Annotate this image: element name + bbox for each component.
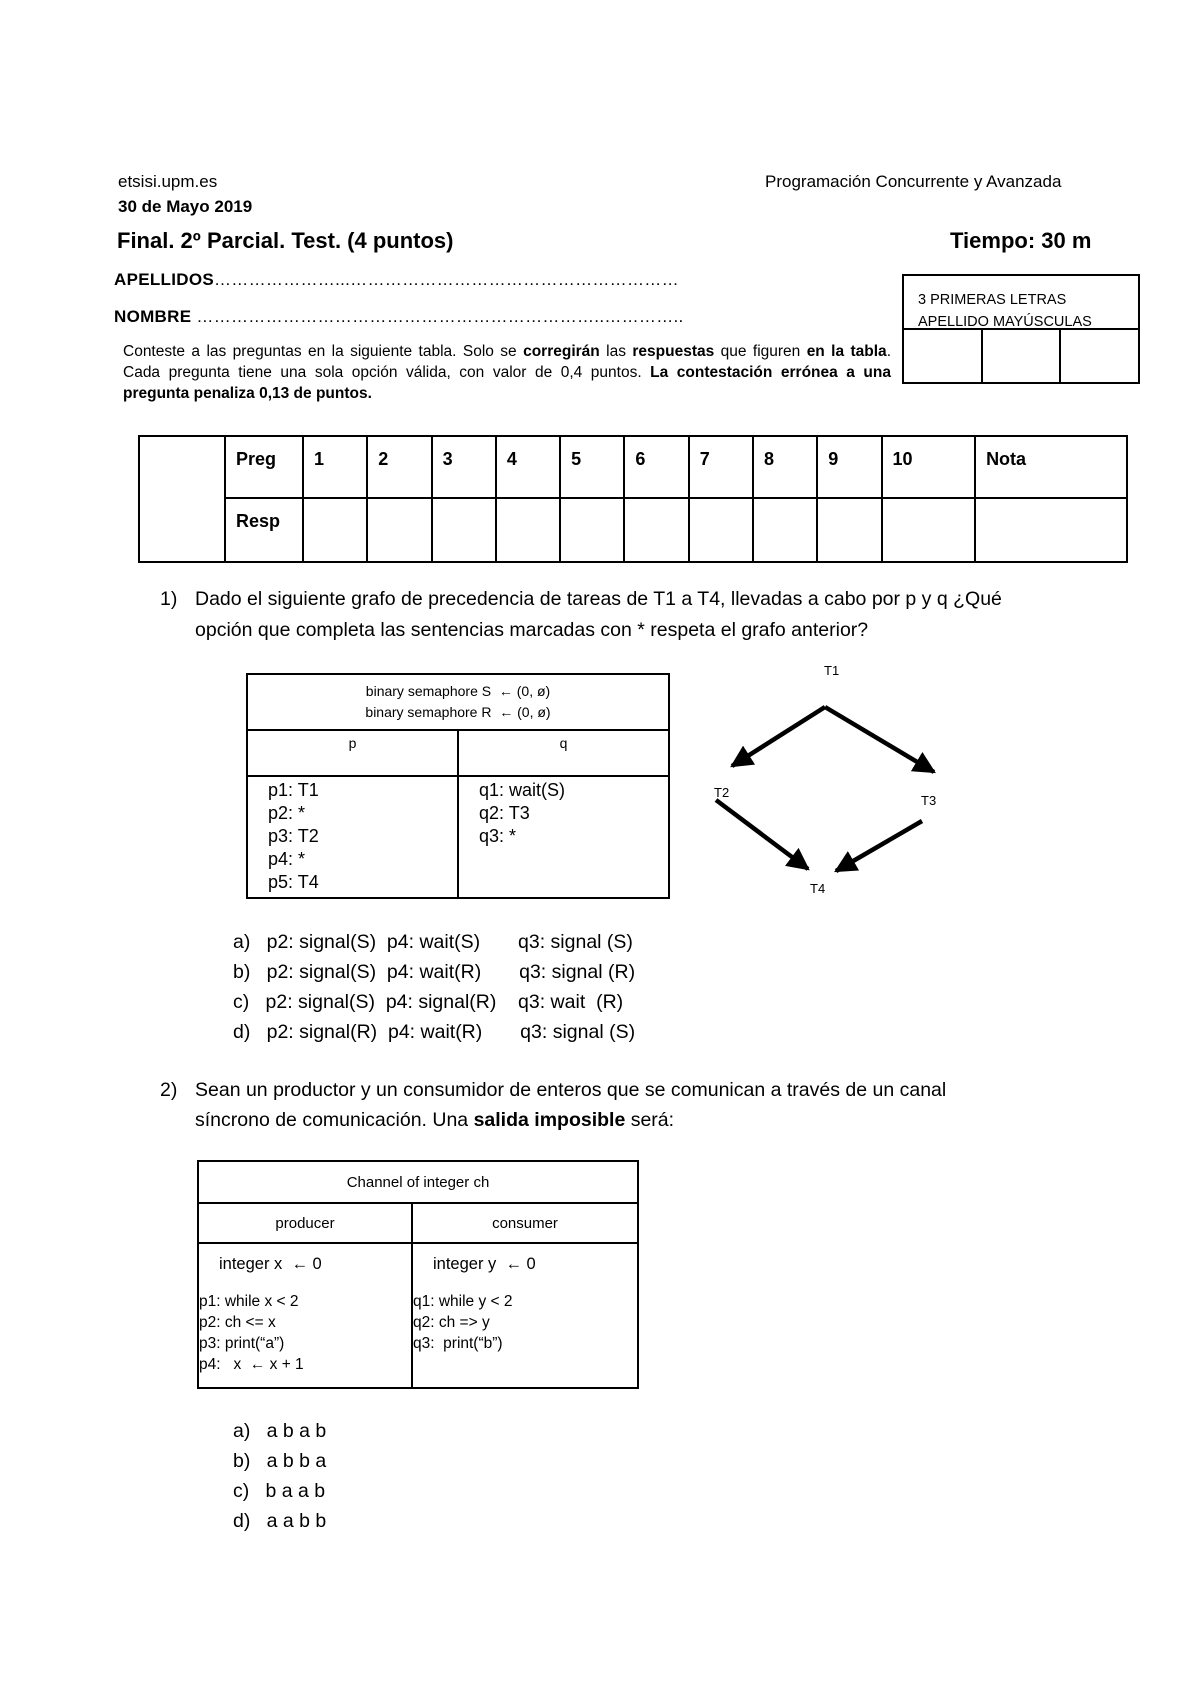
producer-line: p4: x ← x + 1 — [199, 1356, 304, 1373]
col-header-3: 3 — [432, 436, 496, 498]
p-line: p2: * — [268, 803, 306, 823]
letters-box-label — [904, 276, 1138, 330]
q2-option-a[interactable] — [233, 1416, 326, 1446]
resp-label: Resp — [225, 498, 303, 562]
q1-number: 1) — [160, 588, 178, 610]
letter-cell-2[interactable] — [983, 330, 1062, 382]
col-header-5: 5 — [560, 436, 624, 498]
option-letter: d) — [233, 1510, 251, 1532]
instr-text-3: que figuren — [714, 343, 807, 360]
q-line: q3: * — [479, 826, 517, 846]
process-q-header: q — [458, 730, 669, 776]
precedence-graph — [700, 655, 960, 905]
q2-number: 2) — [160, 1079, 178, 1101]
q2-option-c[interactable] — [233, 1476, 325, 1506]
col-header-nota: Nota — [975, 436, 1127, 498]
process-p-code — [247, 776, 458, 898]
q1-option-a[interactable] — [233, 927, 633, 957]
q2-option-b[interactable] — [233, 1446, 326, 1476]
option-letter: c) — [233, 1480, 250, 1502]
col-header-2: 2 — [367, 436, 431, 498]
producer-line: p2: ch <= x — [199, 1314, 276, 1331]
consumer-line: q3: print(“b”) — [413, 1335, 503, 1352]
instr-text-2: las — [599, 343, 633, 360]
channel-decl: Channel of integer ch — [198, 1161, 638, 1203]
col-header-4: 4 — [496, 436, 560, 498]
resp-cell-5[interactable] — [560, 498, 624, 562]
answer-table — [138, 435, 1128, 563]
q2-text-line2-a: síncrono de comunicación. Una — [195, 1109, 474, 1131]
edge-t1-t2 — [732, 707, 825, 766]
q1-option-d[interactable] — [233, 1017, 635, 1047]
resp-cell-nota[interactable] — [975, 498, 1127, 562]
option-text: p2: signal(S) p4: wait(S) q3: signal (S) — [266, 931, 633, 953]
node-t2: T2 — [714, 785, 730, 800]
resp-cell-3[interactable] — [432, 498, 496, 562]
resp-cell-10[interactable] — [882, 498, 976, 562]
surname-field[interactable] — [114, 270, 679, 290]
resp-cell-1[interactable] — [303, 498, 367, 562]
exam-time: Tiempo: 30 m — [950, 228, 1092, 253]
resp-cell-2[interactable] — [367, 498, 431, 562]
option-letter: a) — [233, 931, 251, 953]
producer-line: p1: while x < 2 — [199, 1293, 299, 1310]
consumer-header: consumer — [412, 1203, 638, 1243]
name-dots: ……………………………………………………………..………….. — [196, 307, 684, 326]
exam-title: Final. 2º Parcial. Test. (4 puntos) — [117, 228, 454, 253]
consumer-line: q1: while y < 2 — [413, 1293, 513, 1310]
consumer-init: integer y ← 0 — [433, 1255, 536, 1273]
resp-cell-8[interactable] — [753, 498, 817, 562]
exam-date: 30 de Mayo 2019 — [118, 197, 253, 216]
name-field[interactable] — [114, 307, 684, 327]
p-line: p4: * — [268, 849, 306, 869]
course-name: Programación Concurrente y Avanzada — [765, 172, 1062, 191]
letter-cell-1[interactable] — [904, 330, 983, 382]
edge-t2-t4 — [716, 800, 808, 869]
p-line: p5: T4 — [268, 872, 319, 892]
edge-t1-t3 — [825, 707, 934, 772]
preg-label: Preg — [225, 436, 303, 498]
q2-text-line2-b: salida imposible — [473, 1109, 626, 1131]
option-letter: b) — [233, 1450, 251, 1472]
option-letter: b) — [233, 961, 251, 983]
producer-code — [198, 1243, 412, 1388]
surname-label: APELLIDOS — [114, 270, 214, 289]
option-text: b a a b — [265, 1480, 326, 1502]
q2-text-line1: Sean un productor y un consumidor de enteros que se comunican a través de un canal — [195, 1079, 947, 1101]
instr-text-1: Conteste a las preguntas en la siguiente tabla. Solo se — [123, 343, 524, 360]
q-line: q1: wait(S) — [479, 780, 566, 800]
q1-code-table — [246, 673, 670, 899]
col-header-8: 8 — [753, 436, 817, 498]
semaphore-decl-r: binary semaphore R ← (0, ø) — [365, 704, 551, 720]
q-line: q2: T3 — [479, 803, 530, 823]
instr-bold-4: La contestación errónea a una pregunta penaliza 0,13 de puntos. — [123, 364, 891, 402]
letters-box-line2: APELLIDO MAYÚSCULAS — [918, 314, 1092, 330]
option-text: p2: signal(S) p4: wait(R) q3: signal (R) — [266, 961, 636, 983]
name-label: NOMBRE — [114, 307, 192, 326]
option-text: p2: signal(R) p4: wait(R) q3: signal (S) — [266, 1021, 636, 1043]
semaphore-decl-s: binary semaphore S ← (0, ø) — [365, 683, 551, 699]
node-t4: T4 — [810, 881, 826, 896]
node-t1: T1 — [824, 663, 840, 678]
q1-option-c[interactable] — [233, 987, 623, 1017]
col-header-9: 9 — [817, 436, 881, 498]
q1-text-line2: opción que completa las sentencias marcadas con * respeta el grafo anterior? — [195, 619, 869, 641]
option-text: a a b b — [266, 1510, 327, 1532]
q1-text-line1: Dado el siguiente grafo de precedencia de tareas de T1 a T4, llevadas a cabo por p y q ¿Qué — [195, 588, 1002, 610]
option-letter: a) — [233, 1420, 251, 1442]
col-header-7: 7 — [689, 436, 753, 498]
edge-t3-t4 — [836, 821, 922, 871]
option-text: a b a b — [266, 1420, 327, 1442]
resp-cell-7[interactable] — [689, 498, 753, 562]
instr-bold-3: en la tabla — [806, 343, 887, 360]
instr-bold-2: respuestas — [632, 343, 715, 360]
producer-line: p3: print(“a”) — [199, 1335, 285, 1352]
process-q-code — [458, 776, 669, 898]
process-p-header: p — [247, 730, 458, 776]
instr-bold-1: corregirán — [523, 343, 600, 360]
instructions — [123, 341, 891, 404]
letters-box-line1: 3 PRIMERAS LETRAS — [918, 292, 1067, 308]
col-header-1: 1 — [303, 436, 367, 498]
option-letter: d) — [233, 1021, 251, 1043]
q1-option-b[interactable] — [233, 957, 635, 987]
p-line: p1: T1 — [268, 780, 319, 800]
resp-cell-9[interactable] — [817, 498, 881, 562]
option-text: p2: signal(S) p4: signal(R) q3: wait (R) — [265, 991, 624, 1013]
option-text: a b b a — [266, 1450, 327, 1472]
site-name: etsisi.upm.es — [118, 172, 218, 191]
consumer-line: q2: ch => y — [413, 1314, 490, 1331]
q2-text-line2 — [195, 1105, 674, 1136]
p-line: p3: T2 — [268, 826, 319, 846]
instr-text-4: . Cada pregunta tiene una sola opción válida, con valor de 0,4 puntos. — [123, 343, 891, 381]
resp-cell-6[interactable] — [624, 498, 688, 562]
q2-code-table — [197, 1160, 639, 1389]
surname-letters-box — [902, 274, 1140, 384]
answer-table-blank — [139, 436, 225, 562]
resp-cell-4[interactable] — [496, 498, 560, 562]
producer-init: integer x ← 0 — [219, 1255, 322, 1273]
option-letter: c) — [233, 991, 250, 1013]
producer-header: producer — [198, 1203, 412, 1243]
node-t3: T3 — [921, 793, 937, 808]
q2-option-d[interactable] — [233, 1506, 326, 1536]
letter-cell-3[interactable] — [1061, 330, 1138, 382]
col-header-10: 10 — [882, 436, 976, 498]
semaphore-decls — [247, 674, 669, 730]
consumer-code — [412, 1243, 638, 1388]
q2-text-line2-c: será: — [625, 1109, 675, 1131]
surname-dots: …………………...………………………………………………… — [214, 270, 679, 289]
col-header-6: 6 — [624, 436, 688, 498]
